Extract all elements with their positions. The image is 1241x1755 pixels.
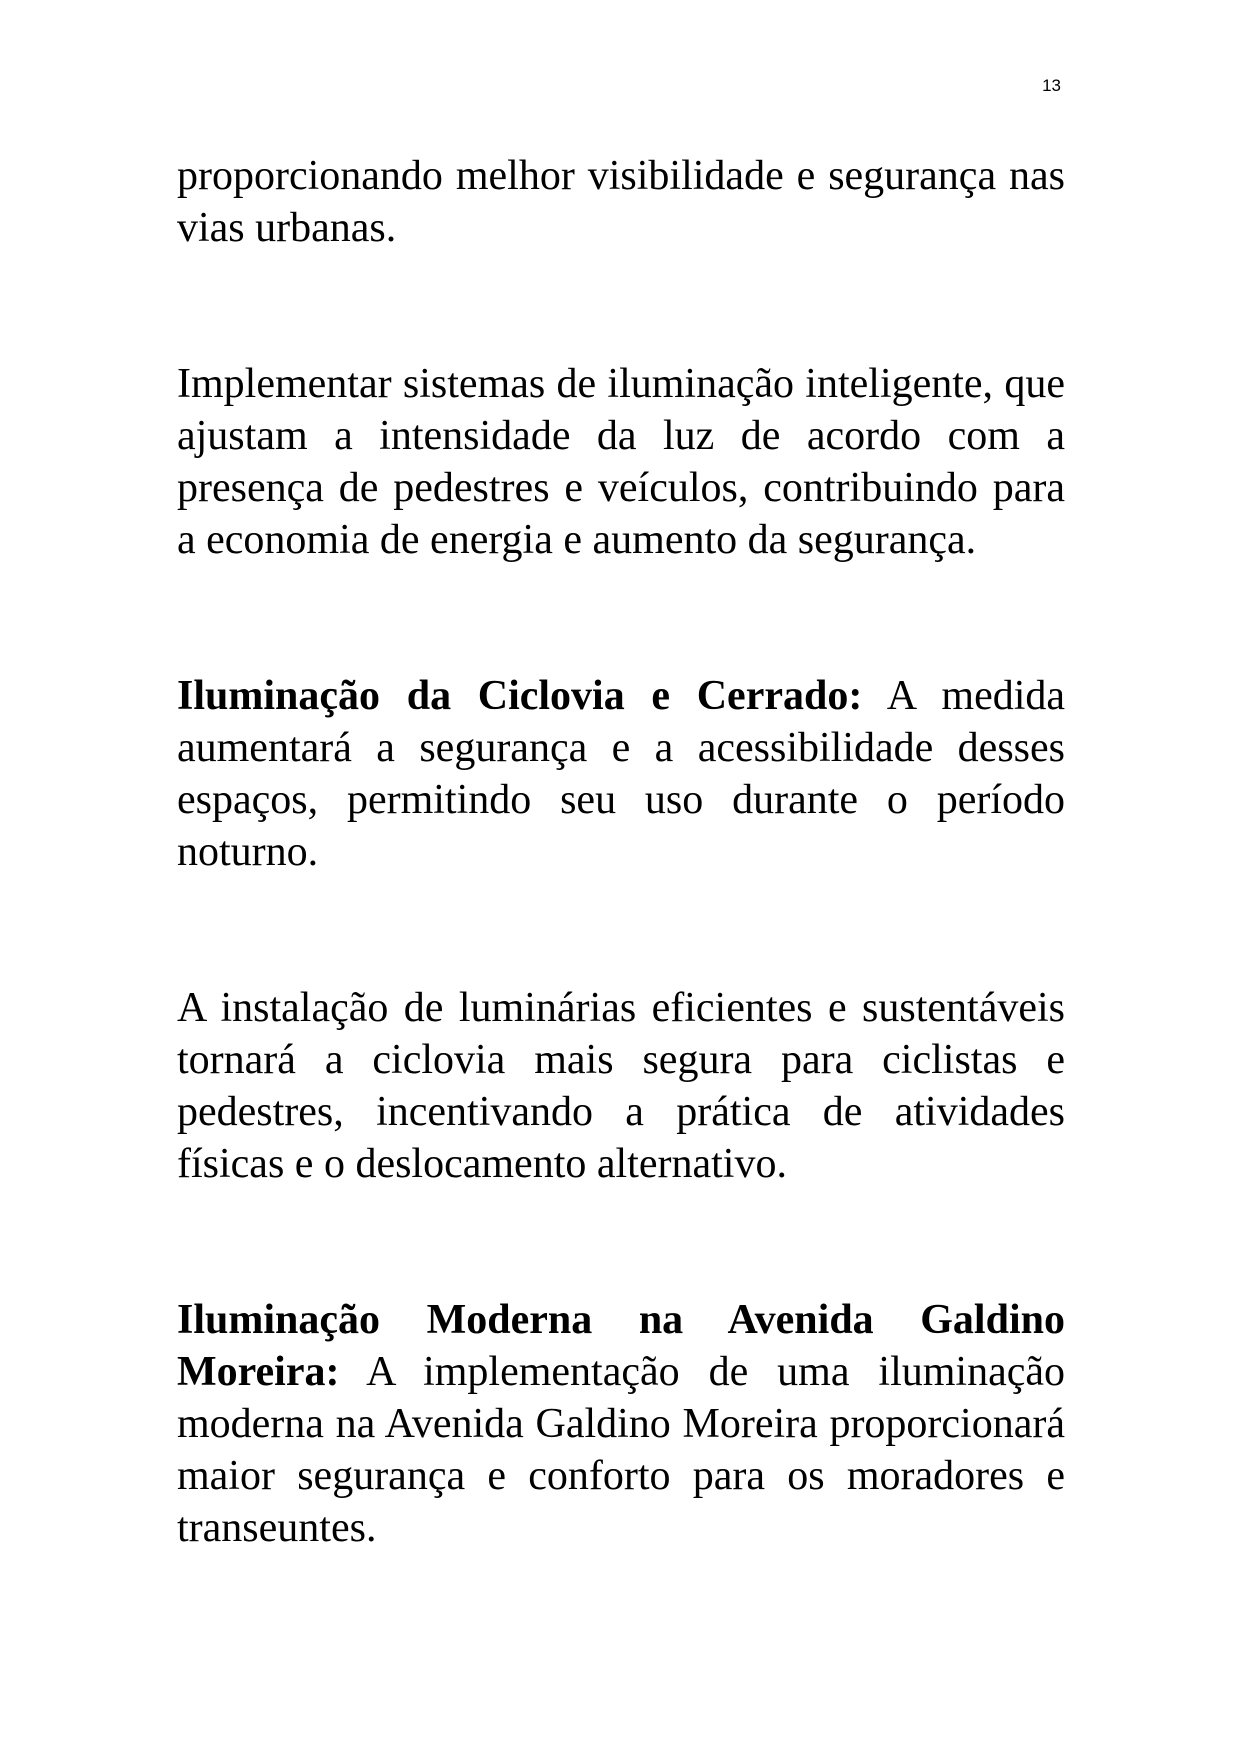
paragraph-heading: Iluminação Moderna na Avenida Galdino Moreira: (177, 1297, 1065, 1395)
paragraph-cycleway-lighting (177, 670, 1065, 878)
paragraph-heading: Iluminação da Ciclovia e Cerrado: (177, 673, 863, 719)
paragraph-text: A instalação de luminárias eficientes e sustentáveis tornará a ciclovia mais segura para ciclistas e pedestres, incentivando a prática de atividades físicas e o deslocamento alternativo. (177, 985, 1065, 1187)
paragraph-smart-lighting (177, 358, 1065, 566)
paragraph-continuation (177, 150, 1065, 254)
paragraph-text: A implementação de uma iluminação moderna na Avenida Galdino Moreira proporcionará maior segurança e conforto para os moradores e transeuntes. (177, 1349, 1066, 1551)
paragraph-text: A medida aumentará a segurança e a acessibilidade desses espaços, permitindo seu uso durante o período noturno. (177, 673, 1066, 875)
paragraph-avenue-lighting (177, 1294, 1065, 1554)
paragraph-text: Implementar sistemas de iluminação inteligente, que ajustam a intensidade da luz de acordo com a presença de pedestres e veículos, contribuindo para a economia de energia e aumento da segurança. (177, 361, 1065, 563)
paragraph-luminaires (177, 982, 1065, 1190)
page-number: 13 (1042, 76, 1061, 95)
paragraph-text: proporcionando melhor visibilidade e segurança nas vias urbanas. (177, 153, 1065, 251)
document-body (177, 150, 1065, 1554)
